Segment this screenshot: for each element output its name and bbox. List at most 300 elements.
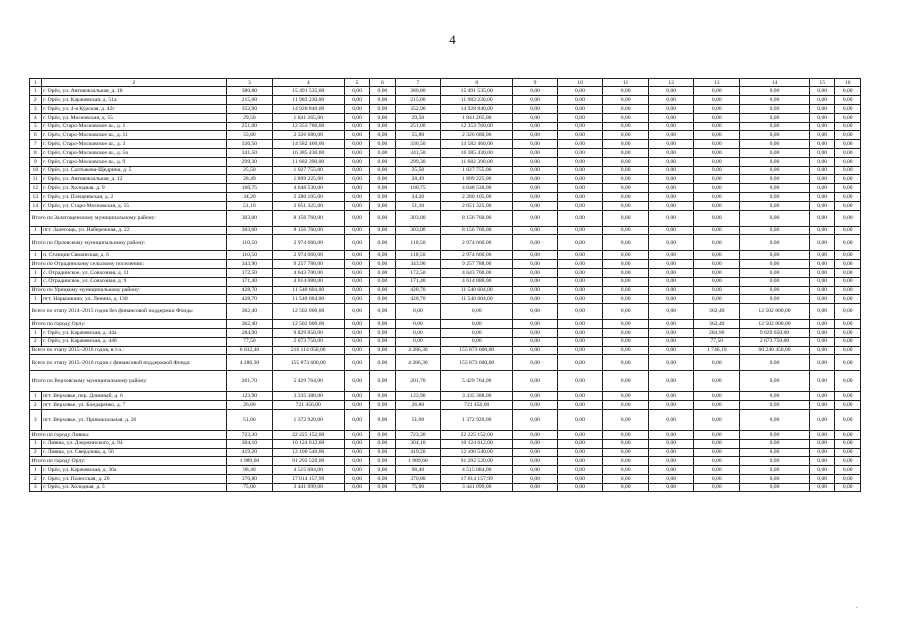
value-cell: 362,40: [227, 304, 273, 320]
value-cell: 303,00: [227, 210, 273, 226]
value-cell: 0,00: [809, 439, 834, 448]
value-cell: 0,00: [809, 328, 834, 337]
value-cell: 0,00: [557, 201, 603, 210]
value-cell: 251,00: [227, 122, 273, 131]
value-cell: 0,00: [740, 87, 810, 96]
table-row: [30, 87, 861, 96]
value-cell: 0,00: [809, 483, 834, 492]
address-cell: г. Орёл, ул. Холодная, д. 5: [41, 483, 226, 492]
value-cell: 0,00: [835, 371, 861, 392]
table-row: [30, 483, 861, 492]
value-cell: 380,80: [395, 87, 441, 96]
value-cell: 303,00: [395, 210, 441, 226]
value-cell: 0,00: [740, 122, 810, 131]
value-cell: 343,90: [227, 260, 273, 269]
value-cell: 0,00: [557, 96, 603, 105]
value-cell: 0,00: [344, 320, 369, 329]
value-cell: 0,00: [370, 355, 395, 371]
value-cell: 0,00: [835, 346, 861, 355]
value-cell: 370,80: [227, 474, 273, 483]
value-cell: 0,00: [809, 175, 834, 184]
address-cell: г. Орёл, Старо-Московское ш., д. 9: [41, 157, 226, 166]
value-cell: 0,00: [513, 371, 558, 392]
value-cell: 0,00: [557, 474, 603, 483]
value-cell: 0,00: [513, 268, 558, 277]
value-cell: 0,00: [835, 96, 861, 105]
value-cell: 11 682 390,00: [441, 157, 513, 166]
value-cell: 15 491 535,00: [272, 87, 344, 96]
value-cell: 0,00: [603, 260, 649, 269]
value-cell: 0,00: [648, 166, 694, 175]
value-cell: 0,00: [835, 140, 861, 149]
value-cell: 0,00: [370, 166, 395, 175]
value-cell: 0,00: [344, 409, 369, 430]
value-cell: 0,00: [344, 430, 369, 439]
value-cell: 110,50: [395, 251, 441, 260]
address-cell: п. Станции Связанская, д. 6: [41, 251, 226, 260]
value-cell: 721 456,00: [272, 401, 344, 410]
value-cell: 0,00: [603, 483, 649, 492]
value-cell: 25,50: [227, 166, 273, 175]
column-number-cell: 10: [557, 79, 603, 87]
address-cell: с. Отрадинское, ул. Совхозная, д. 11: [41, 268, 226, 277]
value-cell: 0,00: [557, 286, 603, 295]
value-cell: 0,00: [513, 337, 558, 346]
value-cell: 0,00: [513, 328, 558, 337]
value-cell: 0,00: [370, 457, 395, 466]
row-index: 6: [30, 131, 42, 140]
value-cell: 0,00: [557, 466, 603, 475]
value-cell: 0,00: [835, 113, 861, 122]
value-cell: 2 326 680,00: [272, 131, 344, 140]
value-cell: 171,40: [395, 277, 441, 286]
value-cell: 0,00: [648, 401, 694, 410]
value-cell: 26,80: [395, 401, 441, 410]
value-cell: 0,00: [740, 457, 810, 466]
value-cell: 0,00: [809, 104, 834, 113]
value-cell: 0,00: [557, 320, 603, 329]
value-cell: 0,00: [740, 96, 810, 105]
address-cell: г. Орёл, ул. Карачевская, д. 51а: [41, 96, 226, 105]
value-cell: 0,00: [395, 337, 441, 346]
column-number-cell: 14: [740, 79, 810, 87]
value-cell: 0,00: [557, 268, 603, 277]
value-cell: 0,00: [603, 268, 649, 277]
value-cell: 11 540 604,00: [272, 295, 344, 304]
subtotal-row: [30, 210, 861, 226]
value-cell: 0,00: [648, 286, 694, 295]
value-cell: 0,00: [344, 328, 369, 337]
column-number-cell: 9: [513, 79, 558, 87]
value-cell: 0,00: [557, 409, 603, 430]
row-index: 3: [30, 483, 42, 492]
value-cell: 370,80: [395, 474, 441, 483]
table-row: [30, 166, 861, 175]
address-cell: г. Орёл, Старо-Московское ш., д. 3: [41, 140, 226, 149]
value-cell: 0,00: [809, 448, 834, 457]
value-cell: 100,75: [395, 184, 441, 193]
column-number-cell: 8: [441, 79, 513, 87]
value-cell: 0,00: [370, 320, 395, 329]
value-cell: 0,00: [648, 260, 694, 269]
value-cell: 11 540 604,00: [441, 295, 513, 304]
subtotal-label: Итого по городу Ливны:: [30, 430, 227, 439]
value-cell: 14 928 840,00: [272, 104, 344, 113]
value-cell: 0,00: [809, 320, 834, 329]
address-cell: пгт. Залегощь, ул. Набережная, д. 22: [41, 226, 226, 235]
value-cell: 0,00: [370, 346, 395, 355]
value-cell: 12 100 540,00: [441, 448, 513, 457]
value-cell: 0,00: [513, 131, 558, 140]
value-cell: 0,00: [835, 401, 861, 410]
row-index: 3: [30, 409, 42, 430]
value-cell: 0,00: [809, 277, 834, 286]
value-cell: 0,00: [694, 409, 740, 430]
value-cell: 171,40: [227, 277, 273, 286]
value-cell: 1 899 225,00: [272, 175, 344, 184]
value-cell: 0,00: [395, 320, 441, 329]
value-cell: 12 502 800,00: [272, 304, 344, 320]
value-cell: 4 648 530,00: [272, 184, 344, 193]
value-cell: 0,00: [603, 122, 649, 131]
row-index: 1: [30, 226, 42, 235]
value-cell: 0,00: [809, 131, 834, 140]
value-cell: 0,00: [513, 148, 558, 157]
value-cell: 155 873 600,00: [272, 355, 344, 371]
value-cell: 0,00: [740, 148, 810, 157]
value-cell: 0,00: [694, 201, 740, 210]
value-cell: 16 385 430,00: [272, 148, 344, 157]
value-cell: 0,00: [835, 328, 861, 337]
value-cell: 0,00: [603, 87, 649, 96]
value-cell: 0,00: [557, 184, 603, 193]
value-cell: 0,00: [557, 439, 603, 448]
address-cell: г. Ливны, ул. Дзержинского, д. 94: [41, 439, 226, 448]
value-cell: 17 014 157,99: [272, 474, 344, 483]
table-header: [30, 79, 861, 87]
address-cell: пгт. Верховье, пер. Длинный, д. 6: [41, 392, 226, 401]
value-cell: 0,00: [513, 140, 558, 149]
value-cell: 1 841 265,00: [441, 113, 513, 122]
value-cell: 98,40: [227, 466, 273, 475]
value-cell: 0,00: [809, 409, 834, 430]
value-cell: 0,00: [694, 87, 740, 96]
value-cell: 0,00: [740, 226, 810, 235]
row-index: 5: [30, 122, 42, 131]
value-cell: 0,00: [809, 430, 834, 439]
value-cell: 29,50: [395, 113, 441, 122]
value-cell: 0,00: [694, 184, 740, 193]
table-row: [30, 337, 861, 346]
value-cell: 12 502 800,00: [740, 320, 810, 329]
row-index: 2: [30, 337, 42, 346]
value-cell: 0,00: [694, 483, 740, 492]
value-cell: 0,00: [603, 320, 649, 329]
subtotal-label: Итого по Верховскому муниципальному району:: [30, 371, 227, 392]
address-cell: г. Орёл, ул. Холодная, д. 9: [41, 184, 226, 193]
value-cell: 0,00: [441, 320, 513, 329]
value-cell: 0,00: [809, 226, 834, 235]
subtotal-row: [30, 430, 861, 439]
subtotal-row: [30, 371, 861, 392]
value-cell: 0,00: [835, 166, 861, 175]
value-cell: 0,00: [694, 140, 740, 149]
value-cell: 0,00: [603, 328, 649, 337]
value-cell: 0,00: [344, 466, 369, 475]
value-cell: 0,00: [835, 430, 861, 439]
value-cell: 0,00: [835, 157, 861, 166]
value-cell: 0,00: [648, 122, 694, 131]
subtotal-label: Всего по этапу 2015–2016 годов с финансовой поддержкой Фонда:: [30, 355, 227, 371]
value-cell: 1 027 755,00: [441, 166, 513, 175]
value-cell: 4 614 088,00: [272, 277, 344, 286]
value-cell: 0,00: [648, 226, 694, 235]
value-cell: 0,00: [370, 268, 395, 277]
value-cell: 0,00: [694, 251, 740, 260]
value-cell: 0,00: [603, 226, 649, 235]
page-number: 4: [449, 32, 456, 47]
value-cell: 2 974 660,00: [272, 235, 344, 251]
value-cell: 0,00: [603, 235, 649, 251]
value-cell: 25,50: [395, 166, 441, 175]
value-cell: 0,00: [370, 439, 395, 448]
value-cell: 0,00: [835, 260, 861, 269]
value-cell: 284,90: [227, 328, 273, 337]
value-cell: 1 841 265,00: [272, 113, 344, 122]
value-cell: 0,00: [557, 122, 603, 131]
value-cell: 4 286,30: [395, 355, 441, 371]
value-cell: 0,00: [557, 457, 603, 466]
value-cell: 0,00: [344, 268, 369, 277]
table-row: [30, 122, 861, 131]
value-cell: 380,80: [227, 87, 273, 96]
value-cell: 0,00: [740, 371, 810, 392]
value-cell: 0,00: [557, 226, 603, 235]
value-cell: 0,00: [557, 337, 603, 346]
value-cell: 0,00: [835, 175, 861, 184]
subtotal-row: [30, 286, 861, 295]
value-cell: 0,00: [395, 304, 441, 320]
address-cell: г. Орёл, ул. Карачевская, д. 44б: [41, 337, 226, 346]
value-cell: 0,00: [603, 401, 649, 410]
value-cell: 0,00: [370, 251, 395, 260]
value-cell: 0,00: [344, 304, 369, 320]
value-cell: 0,00: [694, 268, 740, 277]
value-cell: 0,00: [513, 320, 558, 329]
value-cell: 0,00: [557, 87, 603, 96]
value-cell: 362,40: [694, 304, 740, 320]
value-cell: 0,00: [344, 104, 369, 113]
value-cell: 3 335 388,00: [441, 392, 513, 401]
value-cell: 0,00: [835, 148, 861, 157]
value-cell: 0,00: [809, 122, 834, 131]
value-cell: 0,00: [513, 483, 558, 492]
value-cell: 303,00: [227, 226, 273, 235]
value-cell: 77,50: [227, 337, 273, 346]
value-cell: 0,00: [740, 277, 810, 286]
value-cell: 0,00: [395, 328, 441, 337]
value-cell: 0,00: [694, 466, 740, 475]
column-number-cell: 11: [603, 79, 649, 87]
table-row: [30, 474, 861, 483]
value-cell: 0,00: [740, 157, 810, 166]
address-cell: пгт. Нарышкино, ул. Ленина, д. 130: [41, 295, 226, 304]
value-cell: 0,00: [809, 304, 834, 320]
value-cell: 419,20: [395, 448, 441, 457]
value-cell: 0,00: [740, 166, 810, 175]
value-cell: 0,00: [740, 201, 810, 210]
value-cell: 34,20: [395, 192, 441, 201]
row-index: 2: [30, 277, 42, 286]
value-cell: 0,00: [344, 448, 369, 457]
value-cell: 428,70: [227, 295, 273, 304]
value-cell: 51,10: [395, 201, 441, 210]
address-cell: г. Орёл, Старо-Московское ш., д. 11: [41, 131, 226, 140]
value-cell: 0,00: [648, 392, 694, 401]
value-cell: 0,00: [370, 104, 395, 113]
program-table-sheet: [29, 78, 861, 492]
value-cell: 0,00: [344, 226, 369, 235]
value-cell: 0,00: [809, 474, 834, 483]
row-index: 10: [30, 166, 42, 175]
value-cell: 0,00: [694, 392, 740, 401]
value-cell: 0,00: [648, 268, 694, 277]
row-index: 2: [30, 401, 42, 410]
value-cell: 0,00: [513, 439, 558, 448]
value-cell: 0,00: [809, 192, 834, 201]
value-cell: 5 429 764,00: [441, 371, 513, 392]
value-cell: 110,50: [395, 235, 441, 251]
table-row: [30, 401, 861, 410]
value-cell: 0,00: [740, 113, 810, 122]
value-cell: 0,00: [513, 157, 558, 166]
value-cell: 0,00: [740, 251, 810, 260]
value-cell: 0,00: [648, 277, 694, 286]
value-cell: 0,00: [370, 277, 395, 286]
value-cell: 9 257 788,00: [272, 260, 344, 269]
value-cell: 0,00: [835, 409, 861, 430]
value-cell: 0,00: [370, 304, 395, 320]
value-cell: 0,00: [740, 409, 810, 430]
value-cell: 336,50: [395, 140, 441, 149]
value-cell: 0,00: [809, 355, 834, 371]
value-cell: 0,00: [513, 201, 558, 210]
value-cell: 14 582 460,00: [272, 140, 344, 149]
value-cell: 0,00: [370, 192, 395, 201]
value-cell: 0,00: [835, 104, 861, 113]
value-cell: 75,00: [227, 483, 273, 492]
value-cell: 0,00: [557, 260, 603, 269]
table-row: [30, 392, 861, 401]
value-cell: 0,00: [603, 448, 649, 457]
column-number-cell: 16: [835, 79, 861, 87]
value-cell: 0,00: [370, 131, 395, 140]
value-cell: 299,30: [227, 157, 273, 166]
value-cell: 0,00: [513, 113, 558, 122]
value-cell: 215,00: [227, 96, 273, 105]
value-cell: 0,00: [648, 104, 694, 113]
row-index: 1: [30, 87, 42, 96]
value-cell: 0,00: [694, 439, 740, 448]
value-cell: 0,00: [603, 210, 649, 226]
value-cell: 0,00: [513, 192, 558, 201]
value-cell: 0,00: [648, 87, 694, 96]
row-index: 1: [30, 439, 42, 448]
value-cell: 0,00: [740, 104, 810, 113]
value-cell: 0,00: [344, 286, 369, 295]
value-cell: 721 456,00: [441, 401, 513, 410]
value-cell: 0,00: [694, 192, 740, 201]
value-cell: 0,00: [344, 96, 369, 105]
value-cell: 428,70: [395, 286, 441, 295]
table-row: [30, 148, 861, 157]
value-cell: 2 280 105,00: [441, 192, 513, 201]
table-row: [30, 192, 861, 201]
value-cell: 5 429 764,00: [272, 371, 344, 392]
value-cell: 9 829 050,00: [272, 328, 344, 337]
address-cell: г. Орёл, ул. Салтыкова-Щедрина, д. 5: [41, 166, 226, 175]
value-cell: 0,00: [740, 184, 810, 193]
row-index: 1: [30, 268, 42, 277]
value-cell: 0,00: [694, 122, 740, 131]
value-cell: 0,00: [344, 166, 369, 175]
value-cell: 0,00: [694, 295, 740, 304]
value-cell: 11 540 604,00: [441, 286, 513, 295]
value-cell: 0,00: [513, 235, 558, 251]
value-cell: 0,00: [557, 113, 603, 122]
value-cell: 0,00: [835, 201, 861, 210]
value-cell: 3 441 099,00: [272, 483, 344, 492]
value-cell: 0,00: [603, 113, 649, 122]
value-cell: 0,00: [648, 320, 694, 329]
value-cell: 0,00: [648, 304, 694, 320]
value-cell: 0,00: [835, 286, 861, 295]
value-cell: 10 124 612,00: [441, 439, 513, 448]
column-number-cell: 1: [30, 79, 42, 87]
value-cell: 0,00: [344, 113, 369, 122]
value-cell: 12 353 760,00: [272, 122, 344, 131]
table-row: [30, 157, 861, 166]
table-row: [30, 295, 861, 304]
value-cell: 0,00: [603, 184, 649, 193]
value-cell: 0,00: [694, 166, 740, 175]
subtotal-label: Итого по Отрадинскому сельскому поселению:: [30, 260, 227, 269]
value-cell: 0,00: [513, 430, 558, 439]
value-cell: 0,00: [740, 430, 810, 439]
value-cell: 0,00: [441, 304, 513, 320]
value-cell: 0,00: [603, 371, 649, 392]
value-cell: 0,00: [513, 474, 558, 483]
value-cell: 0,00: [557, 148, 603, 157]
value-cell: 1 989,60: [395, 457, 441, 466]
value-cell: 0,00: [694, 210, 740, 226]
value-cell: 341,50: [227, 148, 273, 157]
value-cell: 0,00: [648, 140, 694, 149]
subtotal-row: [30, 457, 861, 466]
value-cell: 0,00: [694, 457, 740, 466]
value-cell: 4 286,30: [395, 346, 441, 355]
value-cell: 8 156 760,00: [441, 226, 513, 235]
column-number-row: [30, 79, 861, 87]
value-cell: 4 286,30: [227, 355, 273, 371]
value-cell: 11 983 230,00: [272, 96, 344, 105]
value-cell: 0,00: [740, 140, 810, 149]
value-cell: 0,00: [835, 483, 861, 492]
value-cell: 0,00: [694, 286, 740, 295]
value-cell: 0,00: [648, 355, 694, 371]
value-cell: 0,00: [694, 148, 740, 157]
value-cell: 0,00: [835, 457, 861, 466]
